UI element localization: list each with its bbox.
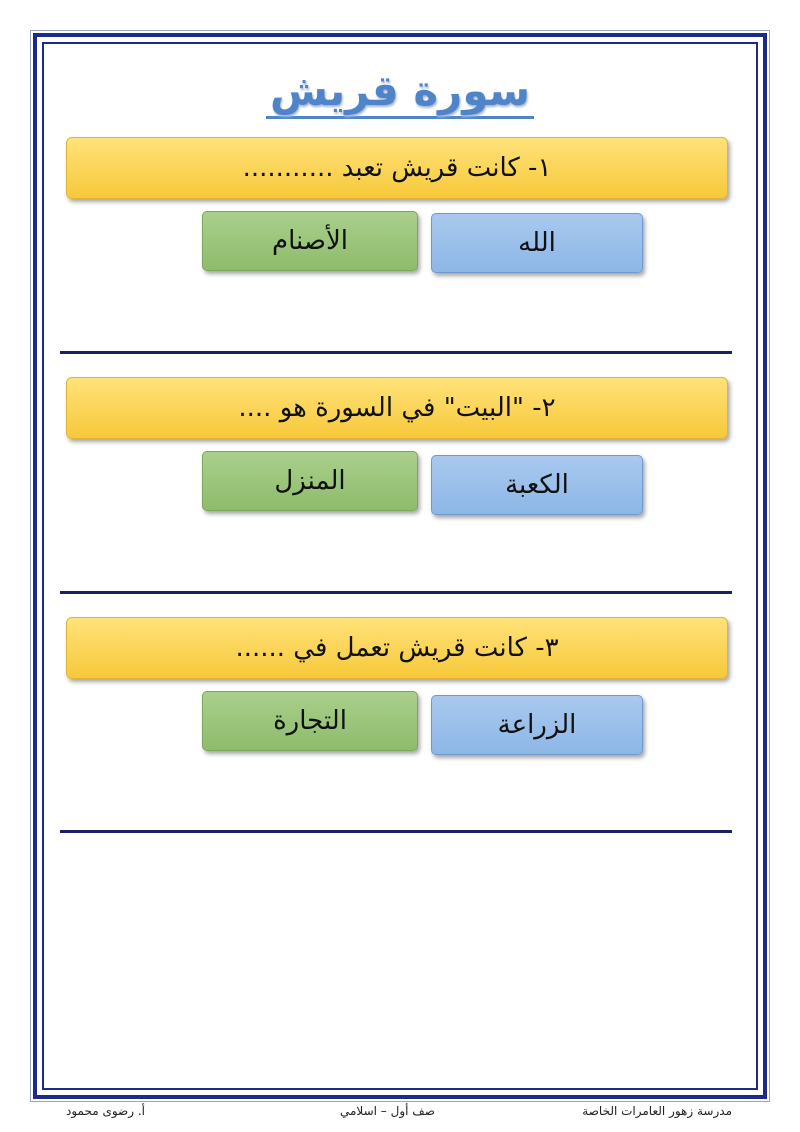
separator-line [60, 591, 732, 594]
question-1-text: ١- كانت قريش تعبد ........... [242, 153, 552, 183]
title-text: سورة قريش [266, 68, 534, 119]
question-2-text: ٢- "البيت" في السورة هو .... [238, 393, 556, 423]
footer-teacher: أ. رضوى محمود [66, 1104, 146, 1118]
separator-line [60, 351, 732, 354]
question-2-option-2[interactable] [202, 451, 418, 511]
separator-line [60, 830, 732, 833]
question-2-option-1[interactable] [431, 455, 643, 515]
question-3-option-2[interactable] [202, 691, 418, 751]
question-3-text: ٣- كانت قريش تعمل في ...... [235, 633, 559, 663]
question-3-option-1[interactable] [431, 695, 643, 755]
option-label: الزراعة [497, 710, 577, 740]
option-label: الأصنام [272, 226, 348, 256]
option-label: المنزل [274, 466, 346, 496]
question-2-bar [66, 377, 728, 439]
question-1-option-1[interactable] [431, 213, 643, 273]
option-label: الكعبة [505, 470, 569, 500]
option-label: التجارة [273, 706, 347, 736]
option-label: الله [518, 228, 556, 258]
question-1-option-2[interactable] [202, 211, 418, 271]
question-3-bar [66, 617, 728, 679]
page-border-inner [42, 42, 758, 1090]
footer-class: صف أول – اسلامي [340, 1104, 435, 1118]
footer-school: مدرسة زهور العامرات الخاصة [582, 1104, 732, 1118]
worksheet-title [0, 66, 800, 119]
question-1-bar [66, 137, 728, 199]
